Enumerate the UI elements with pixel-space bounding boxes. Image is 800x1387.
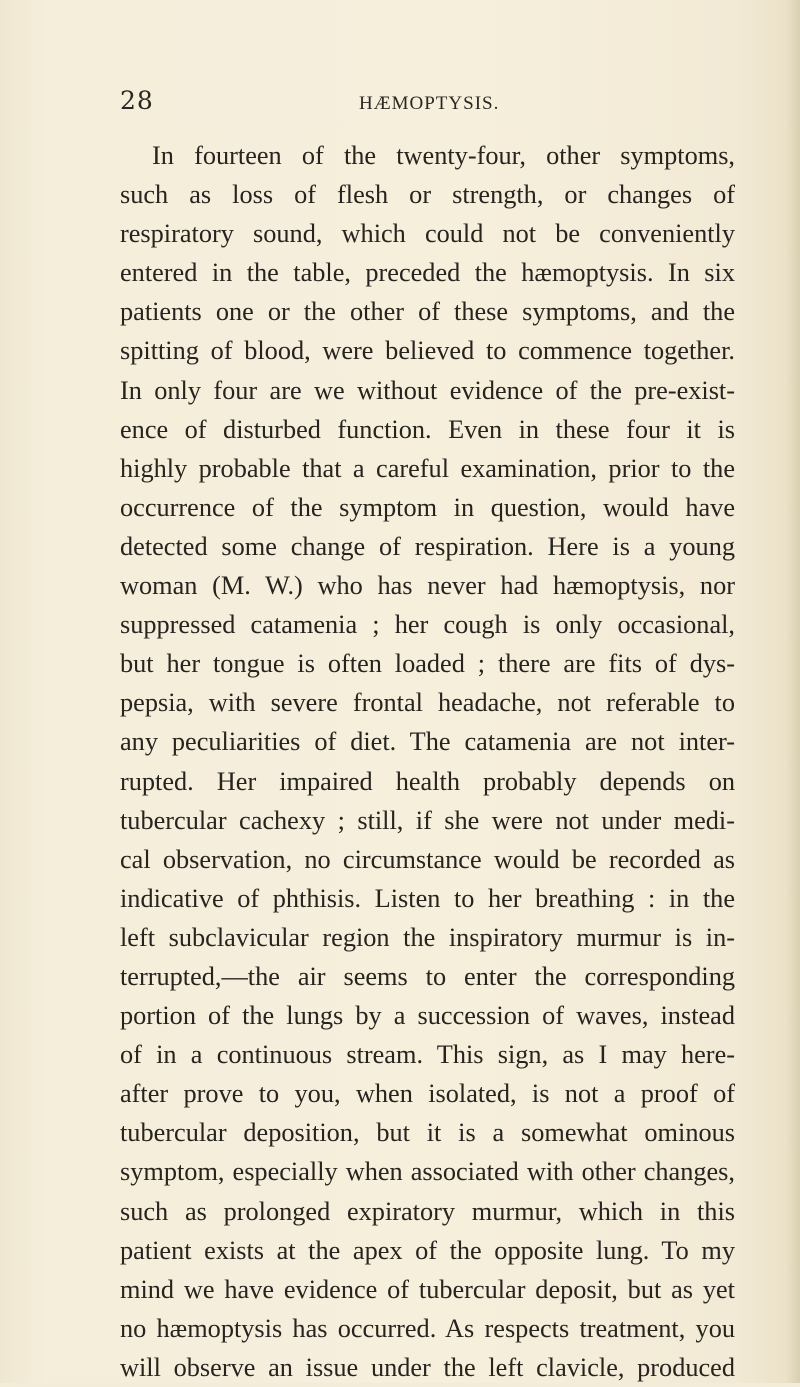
text-line: any peculiarities of diet. The catamenia are not inter- xyxy=(120,727,735,757)
page-header xyxy=(0,86,800,126)
body-paragraph xyxy=(120,136,735,1387)
page-edge-shadow xyxy=(786,0,800,1383)
text-line: In fourteen of the twenty-four, other symptoms, xyxy=(152,141,735,170)
text-line: mind we have evidence of tubercular deposit, but as yet xyxy=(120,1274,735,1304)
text-line: patient exists at the apex of the opposite lung. To my xyxy=(120,1235,735,1265)
text-line: portion of the lungs by a succession of waves, instead xyxy=(120,1001,735,1031)
text-line: such as prolonged expiratory murmur, which in this xyxy=(120,1196,735,1226)
text-line: In only four are we without evidence of the pre-exist- xyxy=(120,375,735,405)
text-line: after prove to you, when isolated, is not a proof of xyxy=(120,1079,735,1109)
text-line: left subclavicular region the inspiratory murmur is in- xyxy=(120,922,735,952)
text-line: woman (M. W.) who has never had hæmoptysis, nor xyxy=(120,571,735,601)
text-line: rupted. Her impaired health probably depends on xyxy=(120,766,735,796)
text-line: occurrence of the symptom in question, would have xyxy=(120,492,735,522)
text-line: respiratory sound, which could not be conveniently xyxy=(120,219,735,249)
text-line: no hæmoptysis has occurred. As respects treatment, you xyxy=(120,1313,735,1343)
text-line: spitting of blood, were believed to commence together. xyxy=(120,336,735,366)
text-line: such as loss of flesh or strength, or changes of xyxy=(120,180,735,210)
text-line: highly probable that a careful examination, prior to the xyxy=(120,453,735,483)
text-line: pepsia, with severe frontal headache, not referable to xyxy=(120,688,735,718)
text-line: indicative of phthisis. Listen to her breathing : in the xyxy=(120,883,735,913)
text-line: tubercular deposition, but it is a somewhat ominous xyxy=(120,1118,735,1148)
text-line: symptom, especially when associated with other changes, xyxy=(120,1157,735,1187)
text-line: of in a continuous stream. This sign, as I may here- xyxy=(120,1040,735,1070)
text-line: ence of disturbed function. Even in these four it is xyxy=(120,414,735,444)
page-number: 28 xyxy=(120,86,154,115)
text-line: terrupted,—the air seems to enter the corresponding xyxy=(120,961,735,991)
text-line: tubercular cachexy ; still, if she were not under medi- xyxy=(120,805,735,835)
running-title: HÆMOPTYSIS. xyxy=(359,93,500,114)
text-line: suppressed catamenia ; her cough is only occasional, xyxy=(120,610,735,640)
text-line: but her tongue is often loaded ; there are fits of dys- xyxy=(120,649,735,679)
text-line: patients one or the other of these symptoms, and the xyxy=(120,297,735,327)
text-line: entered in the table, preceded the hæmoptysis. In six xyxy=(120,258,735,288)
text-line: cal observation, no circumstance would be recorded as xyxy=(120,844,735,874)
text-line: detected some change of respiration. Here is a young xyxy=(120,531,735,561)
text-line: will observe an issue under the left clavicle, produced xyxy=(120,1352,735,1382)
